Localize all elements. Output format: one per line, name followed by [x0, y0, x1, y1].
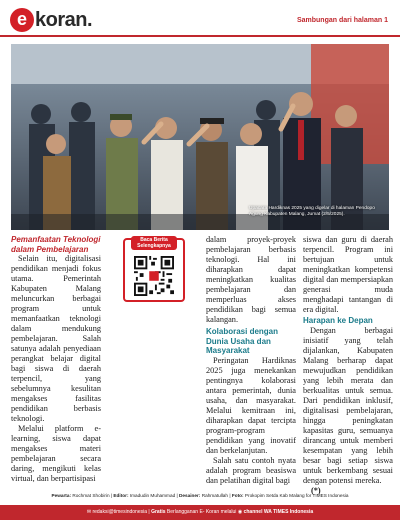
- paragraph: Peringatan Hardiknas 2025 juga menekankan pentingnya kolaborasi antara pemerintah, dunia usaha, dan masyarakat. Melalui kemitraan ini, diharapkan dapat tercipta program-program pendidikan yang inovatif dan berkelanjutan.: [206, 355, 296, 455]
- photo-credit: Prokopim Setda Kab Malang for TIMES Indonesia: [244, 493, 349, 498]
- subheading-collaboration: Kolaborasi dengan Dunia Usaha dan Masyarakat: [206, 327, 279, 355]
- editor-label: Editor:: [113, 493, 129, 498]
- logo-mark-icon: e: [10, 8, 34, 32]
- masthead: [0, 0, 400, 44]
- editor-name: Imadudin Muhammad: [129, 493, 176, 498]
- paragraph: siswa dan guru di daerah terpencil. Program ini bertujuan untuk meningkatkan kompetensi digital dan mempersiapkan generasi muda menghadapi tantangan di era digital.: [303, 235, 393, 314]
- paragraph: dalam proyek-proyek pembelajaran berbasis teknologi. Hal ini diharapkan dapat meningkatkan kualitas pembelajaran dan memperluas akses pendidikan bagi semua kalangan.: [206, 235, 296, 324]
- designer-name: Rahmatullah: [201, 493, 229, 498]
- subheading-technology: Pemanfaatan Teknologi dalam Pembelajaran: [11, 235, 101, 254]
- qr-card-label: Baca Berita Selengkapnya: [131, 236, 177, 250]
- column-2-block: [109, 235, 199, 306]
- ceremony-photo: [11, 44, 389, 230]
- read-more-qr-card[interactable]: [123, 238, 185, 302]
- paragraph: Salah satu contoh nyata adalah program beasiswa dan pelatihan digital bagi: [206, 455, 296, 485]
- photo-label: Foto:: [231, 493, 244, 498]
- redaction-email[interactable]: redaksi@timesindonesia: [92, 509, 147, 515]
- qr-code-icon: [134, 256, 174, 296]
- continued-from-page-label: Sambungan dari halaman 1: [296, 17, 388, 24]
- wa-channel-link[interactable]: channel WA TIMES Indonesia: [243, 509, 314, 515]
- designer-label: Desainer:: [179, 493, 201, 498]
- paragraph: Melalui platform e-learning, siswa dapat mengakses materi pembelajaran secara daring, mengikuti kelas virtual, dan berpartisipasi: [11, 424, 101, 483]
- whatsapp-icon: ◉: [237, 509, 243, 515]
- via-text: melalui: [220, 509, 237, 515]
- column-3: [206, 235, 296, 486]
- paragraph: Selain itu, digitalisasi pendidikan menjadi fokus utama. Pemerintah Kabupaten Malang meluncurkan berbagai program untuk memanfaatkan teknologi dalam mendukung pembelajaran. Salah satunya adalah penyediaan perangkat belajar digital bagi siswa di daerah terpencil, yang sebelumnya kesulitan mengakses fasilitas pendidikan berbasis teknologi.: [11, 254, 101, 423]
- subscribe-text[interactable]: Berlangganan E- Koran: [166, 509, 220, 515]
- header-divider: [0, 35, 400, 37]
- email-icon: ✉: [86, 509, 92, 515]
- logo-text: koran.: [35, 8, 93, 31]
- column-4: [303, 235, 393, 496]
- writer-name: Rochmat Shobirin: [72, 493, 110, 498]
- ekoran-logo[interactable]: [10, 8, 92, 32]
- end-mark: (*): [311, 485, 321, 495]
- paragraph: Dengan berbagai inisiatif yang telah dijalankan, Kabupaten Malang berharap dapat mewujudkan pendidikan yang lebih merata dan berkualitas untuk semua. Dari pendidikan inklusif, digitalisasi pembelajaran, hingga peningkatan kapasitas guru, semuanya dirancang untuk memberi kesempatan yang lebih besar bagi setiap siswa untuk berkembang sesuai dengan potensi mereka.: [303, 325, 393, 485]
- subscribe-bar: ✉ redaksi@timesindonesia | Gratis Berlangganan E- Koran melalui ◉ channel WA TIMES Indonesia: [0, 505, 400, 520]
- photo-caption: Upacara Hardiknas 2025 yang digelar di halaman Pendopo Agung Kabupaten Malang, Jumat (2/5/2025).: [249, 206, 375, 217]
- subheading-future: Harapan ke Depan: [303, 316, 373, 325]
- free-label: Gratis: [151, 509, 166, 515]
- writer-label: Pewarta:: [51, 493, 72, 498]
- credits-line: Pewarta: Rochmat Shobirin | Editor: Imadudin Muhammad | Desainer: Rahmatullah | Foto: Prokopim Setda Kab Malang for TIMES Indonesia: [51, 493, 349, 498]
